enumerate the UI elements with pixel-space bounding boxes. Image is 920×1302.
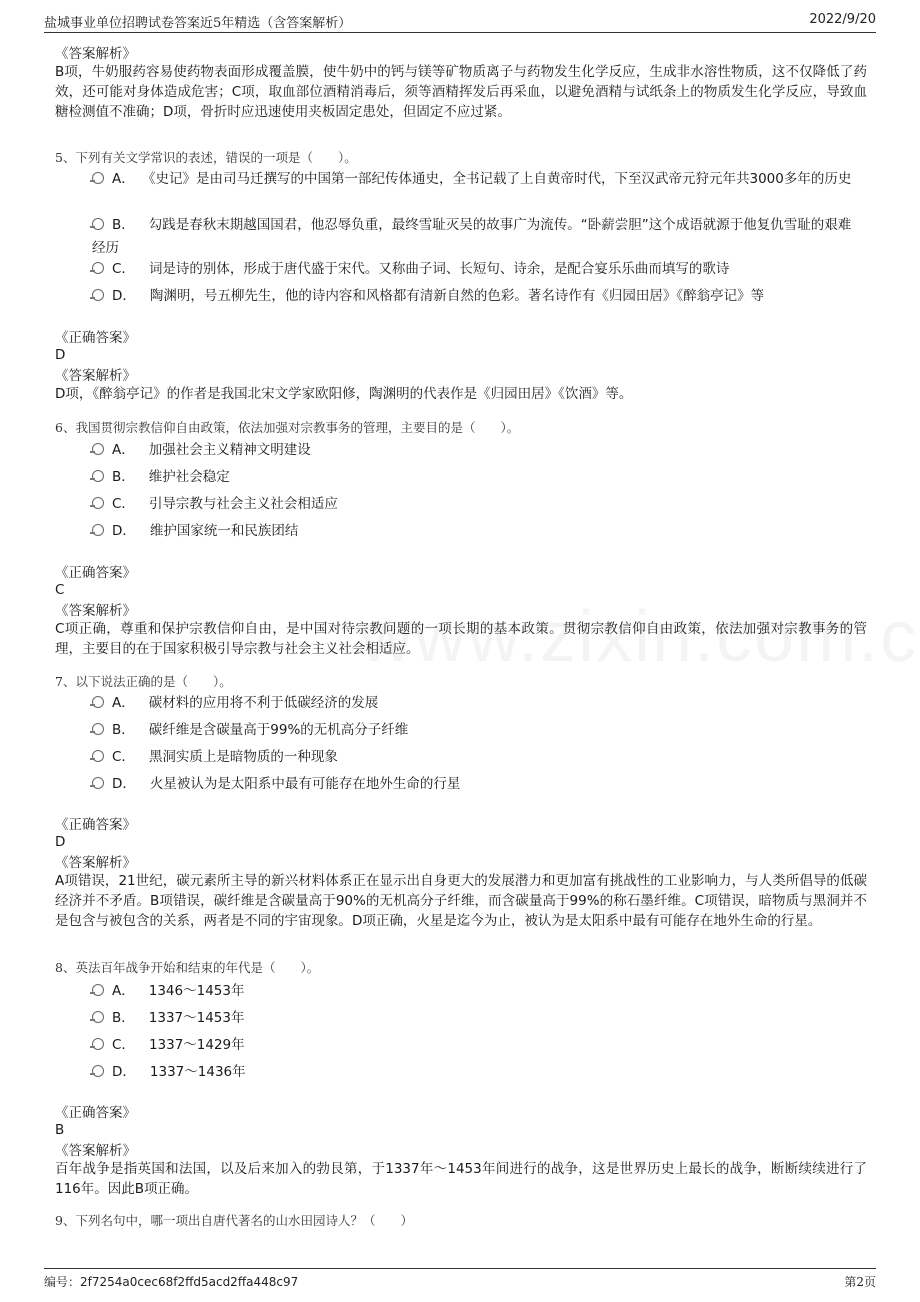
option-a[interactable]: A． 《史记》是由司马迁撰写的中国第一部纪传体通史，全书记载了上自黄帝时代，下至汉武帝元狩元年共3000多年的历史 (92, 168, 864, 191)
option-b[interactable]: B． 1337～1453年 (92, 1007, 864, 1030)
document-title: 盐城事业单位招聘试卷答案近5年精选（含答案解析） (44, 16, 352, 31)
option-b[interactable]: B． 碳纤维是含碳量高于99%的无机高分子纤维 (92, 719, 864, 742)
option-d[interactable]: D． 火星被认为是太阳系中最有可能存在地外生命的行星 (92, 773, 864, 796)
radio-icon[interactable] (92, 1065, 104, 1077)
radio-icon[interactable] (92, 497, 104, 509)
option-d[interactable]: D． 维护国家统一和民族团结 (92, 520, 864, 543)
explain-text: A项错误，21世纪，碳元素所主导的新兴材料体系正在显示出自身更大的发展潜力和更加富有挑战性的工业影响力，与人类所倡导的低碳经济并不矛盾。B项错误，碳纤维是含碳量高于90%的无机高分子纤维，而含碳量高于99%的称石墨纤维。C项错误，暗物质与黑洞并不是包含与被包含的关系，两者是不同的宇宙现象。D项正确，火星是迄今为止，被认为是太阳系中最有可能存在地外生命的行星。 (55, 873, 867, 929)
answer-label: 《正确答案》 (55, 330, 136, 346)
explain-label: 《答案解析》 (55, 855, 136, 871)
question-stem: 8、英法百年战争开始和结束的年代是（ ）。 (55, 960, 320, 975)
radio-icon[interactable] (92, 172, 104, 184)
radio-icon[interactable] (92, 1038, 104, 1050)
option-a[interactable]: A． 碳材料的应用将不利于低碳经济的发展 (92, 692, 864, 715)
explain-text: B项，牛奶服药容易使药物表面形成覆盖膜，使牛奶中的钙与镁等矿物质离子与药物发生化学反应，生成非水溶性物质，这不仅降低了药效，还可能对身体造成危害；C项，取血部位酒精消毒后，须等酒精挥发后再采血，以避免酒精与试纸条上的物质发生化学反应，导致血糖检测值不准确；D项，骨折时应迅速使用夹板固定患处，但固定不应过紧。 (55, 64, 867, 120)
answer-label: 《正确答案》 (55, 565, 136, 581)
radio-icon[interactable] (92, 984, 104, 996)
explain-label: 《答案解析》 (55, 603, 136, 619)
radio-icon[interactable] (92, 524, 104, 536)
radio-icon[interactable] (92, 723, 104, 735)
radio-icon[interactable] (92, 696, 104, 708)
radio-icon[interactable] (92, 470, 104, 482)
answer-value: B (55, 1122, 65, 1138)
radio-icon[interactable] (92, 218, 104, 230)
answer-label: 《正确答案》 (55, 817, 136, 833)
answer-label: 《正确答案》 (55, 1105, 136, 1121)
option-c[interactable]: C． 词是诗的别体，形成于唐代盛于宋代。又称曲子词、长短句、诗余，是配合宴乐乐曲而填写的歌诗 (92, 258, 864, 281)
question-stem: 6、我国贯彻宗教信仰自由政策，依法加强对宗教事务的管理，主要目的是（ ）。 (55, 420, 520, 435)
question-stem: 7、以下说法正确的是（ ）。 (55, 674, 232, 689)
radio-icon[interactable] (92, 777, 104, 789)
option-d[interactable]: D． 陶渊明，号五柳先生，他的诗内容和风格都有清新自然的色彩。著名诗作有《归园田居》《醉翁亭记》等 (92, 285, 864, 308)
explain-label: 《答案解析》 (55, 368, 136, 384)
page-footer (44, 1268, 876, 1291)
option-c[interactable]: C． 1337～1429年 (92, 1034, 864, 1057)
explain-label: 《答案解析》 (55, 46, 136, 62)
answer-value: D (55, 834, 66, 850)
question-stem: 5、下列有关文学常识的表述，错误的一项是（ ）。 (55, 150, 357, 165)
page-header (44, 10, 876, 33)
option-a[interactable]: A． 加强社会主义精神文明建设 (92, 439, 864, 462)
option-b[interactable]: B． 勾践是春秋末期越国国君，他忍辱负重，最终雪耻灭吴的故事广为流传。“卧薪尝胆”这个成语就源于他复仇雪耻的艰难经历 (92, 217, 852, 256)
radio-icon[interactable] (92, 1011, 104, 1023)
explain-label: 《答案解析》 (55, 1143, 136, 1159)
radio-icon[interactable] (92, 443, 104, 455)
document-date: 2022/9/20 (809, 12, 876, 27)
option-c[interactable]: C． 黑洞实质上是暗物质的一种现象 (92, 746, 864, 769)
radio-icon[interactable] (92, 750, 104, 762)
answer-value: C (55, 582, 65, 598)
explain-text: D项，《醉翁亭记》的作者是我国北宋文学家欧阳修，陶渊明的代表作是《归园田居》《饮酒》等。 (55, 386, 633, 402)
document-code: 编号：2f7254a0cec68f2ffd5acd2ffa448c97 (44, 1275, 299, 1289)
option-b[interactable]: B． 维护社会稳定 (92, 466, 864, 489)
question-stem: 9、下列名句中，哪一项出自唐代著名的山水田园诗人？（ ） (55, 1213, 413, 1228)
page-number: 第2页 (844, 1275, 876, 1289)
option-a[interactable]: A． 1346～1453年 (92, 980, 864, 1003)
radio-icon[interactable] (92, 262, 104, 274)
answer-value: D (55, 347, 66, 363)
radio-icon[interactable] (92, 289, 104, 301)
option-c[interactable]: C． 引导宗教与社会主义社会相适应 (92, 493, 864, 516)
option-d[interactable]: D． 1337～1436年 (92, 1061, 864, 1084)
explain-text: 百年战争是指英国和法国，以及后来加入的勃艮第，于1337年～1453年间进行的战争，这是世界历史上最长的战争，断断续续进行了116年。因此B项正确。 (55, 1161, 867, 1197)
explain-text: C项正确，尊重和保护宗教信仰自由，是中国对待宗教问题的一项长期的基本政策。贯彻宗教信仰自由政策，依法加强对宗教事务的管理，主要目的在于国家积极引导宗教与社会主义社会相适应。 (55, 621, 867, 657)
